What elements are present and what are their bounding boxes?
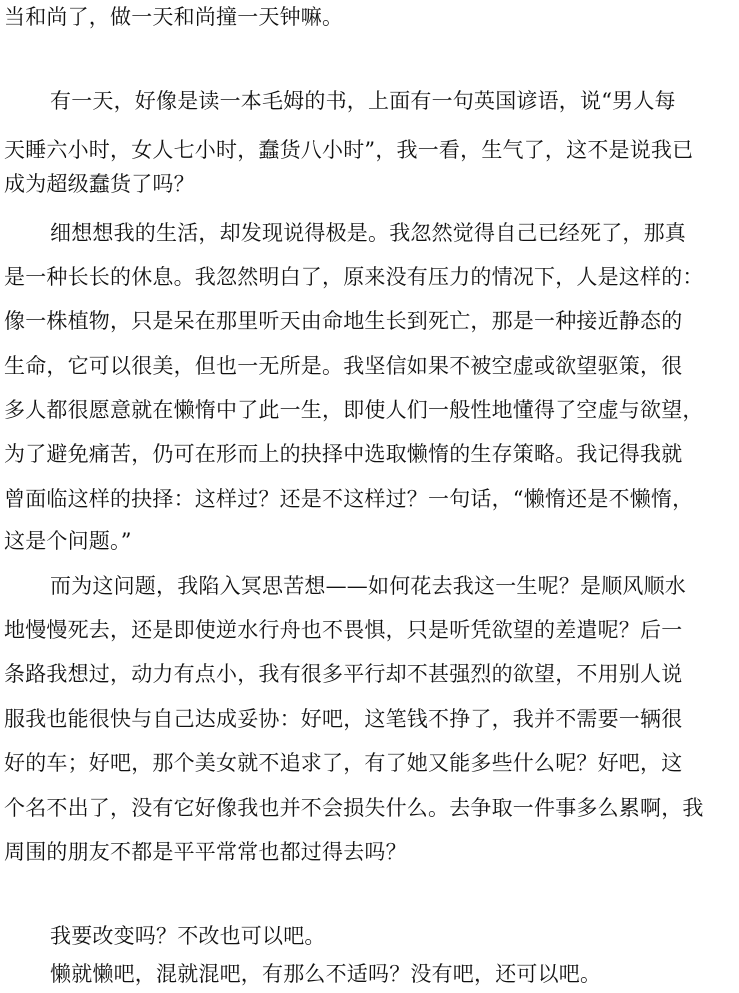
- text-line: 好的车；好吧，那个美女就不追求了，有了她又能多些什么呢？好吧，这: [4, 751, 683, 775]
- text-line: 成为超级蠢货了吗？: [4, 172, 195, 196]
- text-line: 天睡六小时，女人七小时，蠢货八小时”，我一看，生气了，这不是说我已: [4, 138, 694, 162]
- text-line: 有一天，好像是读一本毛姆的书，上面有一句英国谚语，说“男人每: [50, 89, 676, 113]
- text-line: 周围的朋友不都是平平常常也都过得去吗？: [4, 840, 407, 864]
- text-line: 服我也能很快与自己达成妥协：好吧，这笔钱不挣了，我并不需要一辆很: [4, 707, 683, 731]
- text-line: 多人都很愿意就在懒惰中了此一生，即使人们一般性地懂得了空虚与欲望，: [4, 398, 704, 422]
- text-line: 生命，它可以很美，但也一无所是。我坚信如果不被空虚或欲望驱策，很: [4, 354, 683, 378]
- text-line: 懒就懒吧，混就混吧，有那么不适吗？没有吧，还可以吧。: [50, 962, 602, 986]
- text-line: 个名不出了，没有它好像我也并不会损失什么。去争取一件事多么累啊，我: [4, 796, 704, 820]
- text-line: 我要改变吗？不改也可以吧。: [50, 924, 326, 948]
- text-line: 是一种长长的休息。我忽然明白了，原来没有压力的情况下，人是这样的：: [4, 265, 704, 289]
- text-line: 像一株植物，只是呆在那里听天由命地生长到死亡，那是一种接近静态的: [4, 309, 683, 333]
- text-line: 曾面临这样的抉择：这样过？还是不这样过？一句话，“懒惰还是不懒惰，: [4, 487, 694, 511]
- text-line: 细想想我的生活，却发现说得极是。我忽然觉得自己已经死了，那真: [50, 221, 686, 245]
- text-line: 条路我想过，动力有点小，我有很多平行却不甚强烈的欲望，不用别人说: [4, 662, 683, 686]
- text-line: 为了避免痛苦，仍可在形而上的抉择中选取懒惰的生存策略。我记得我就: [4, 442, 683, 466]
- text-line: 而为这问题，我陷入冥思苦想——如何花去我这一生呢？是顺风顺水: [50, 574, 686, 598]
- text-line: 当和尚了，做一天和尚撞一天钟嘛。: [4, 5, 344, 29]
- text-line: 这是个问题。”: [4, 529, 132, 553]
- text-line: 地慢慢死去，还是即使逆水行舟也不畏惧，只是听凭欲望的差遣呢？后一: [4, 618, 683, 642]
